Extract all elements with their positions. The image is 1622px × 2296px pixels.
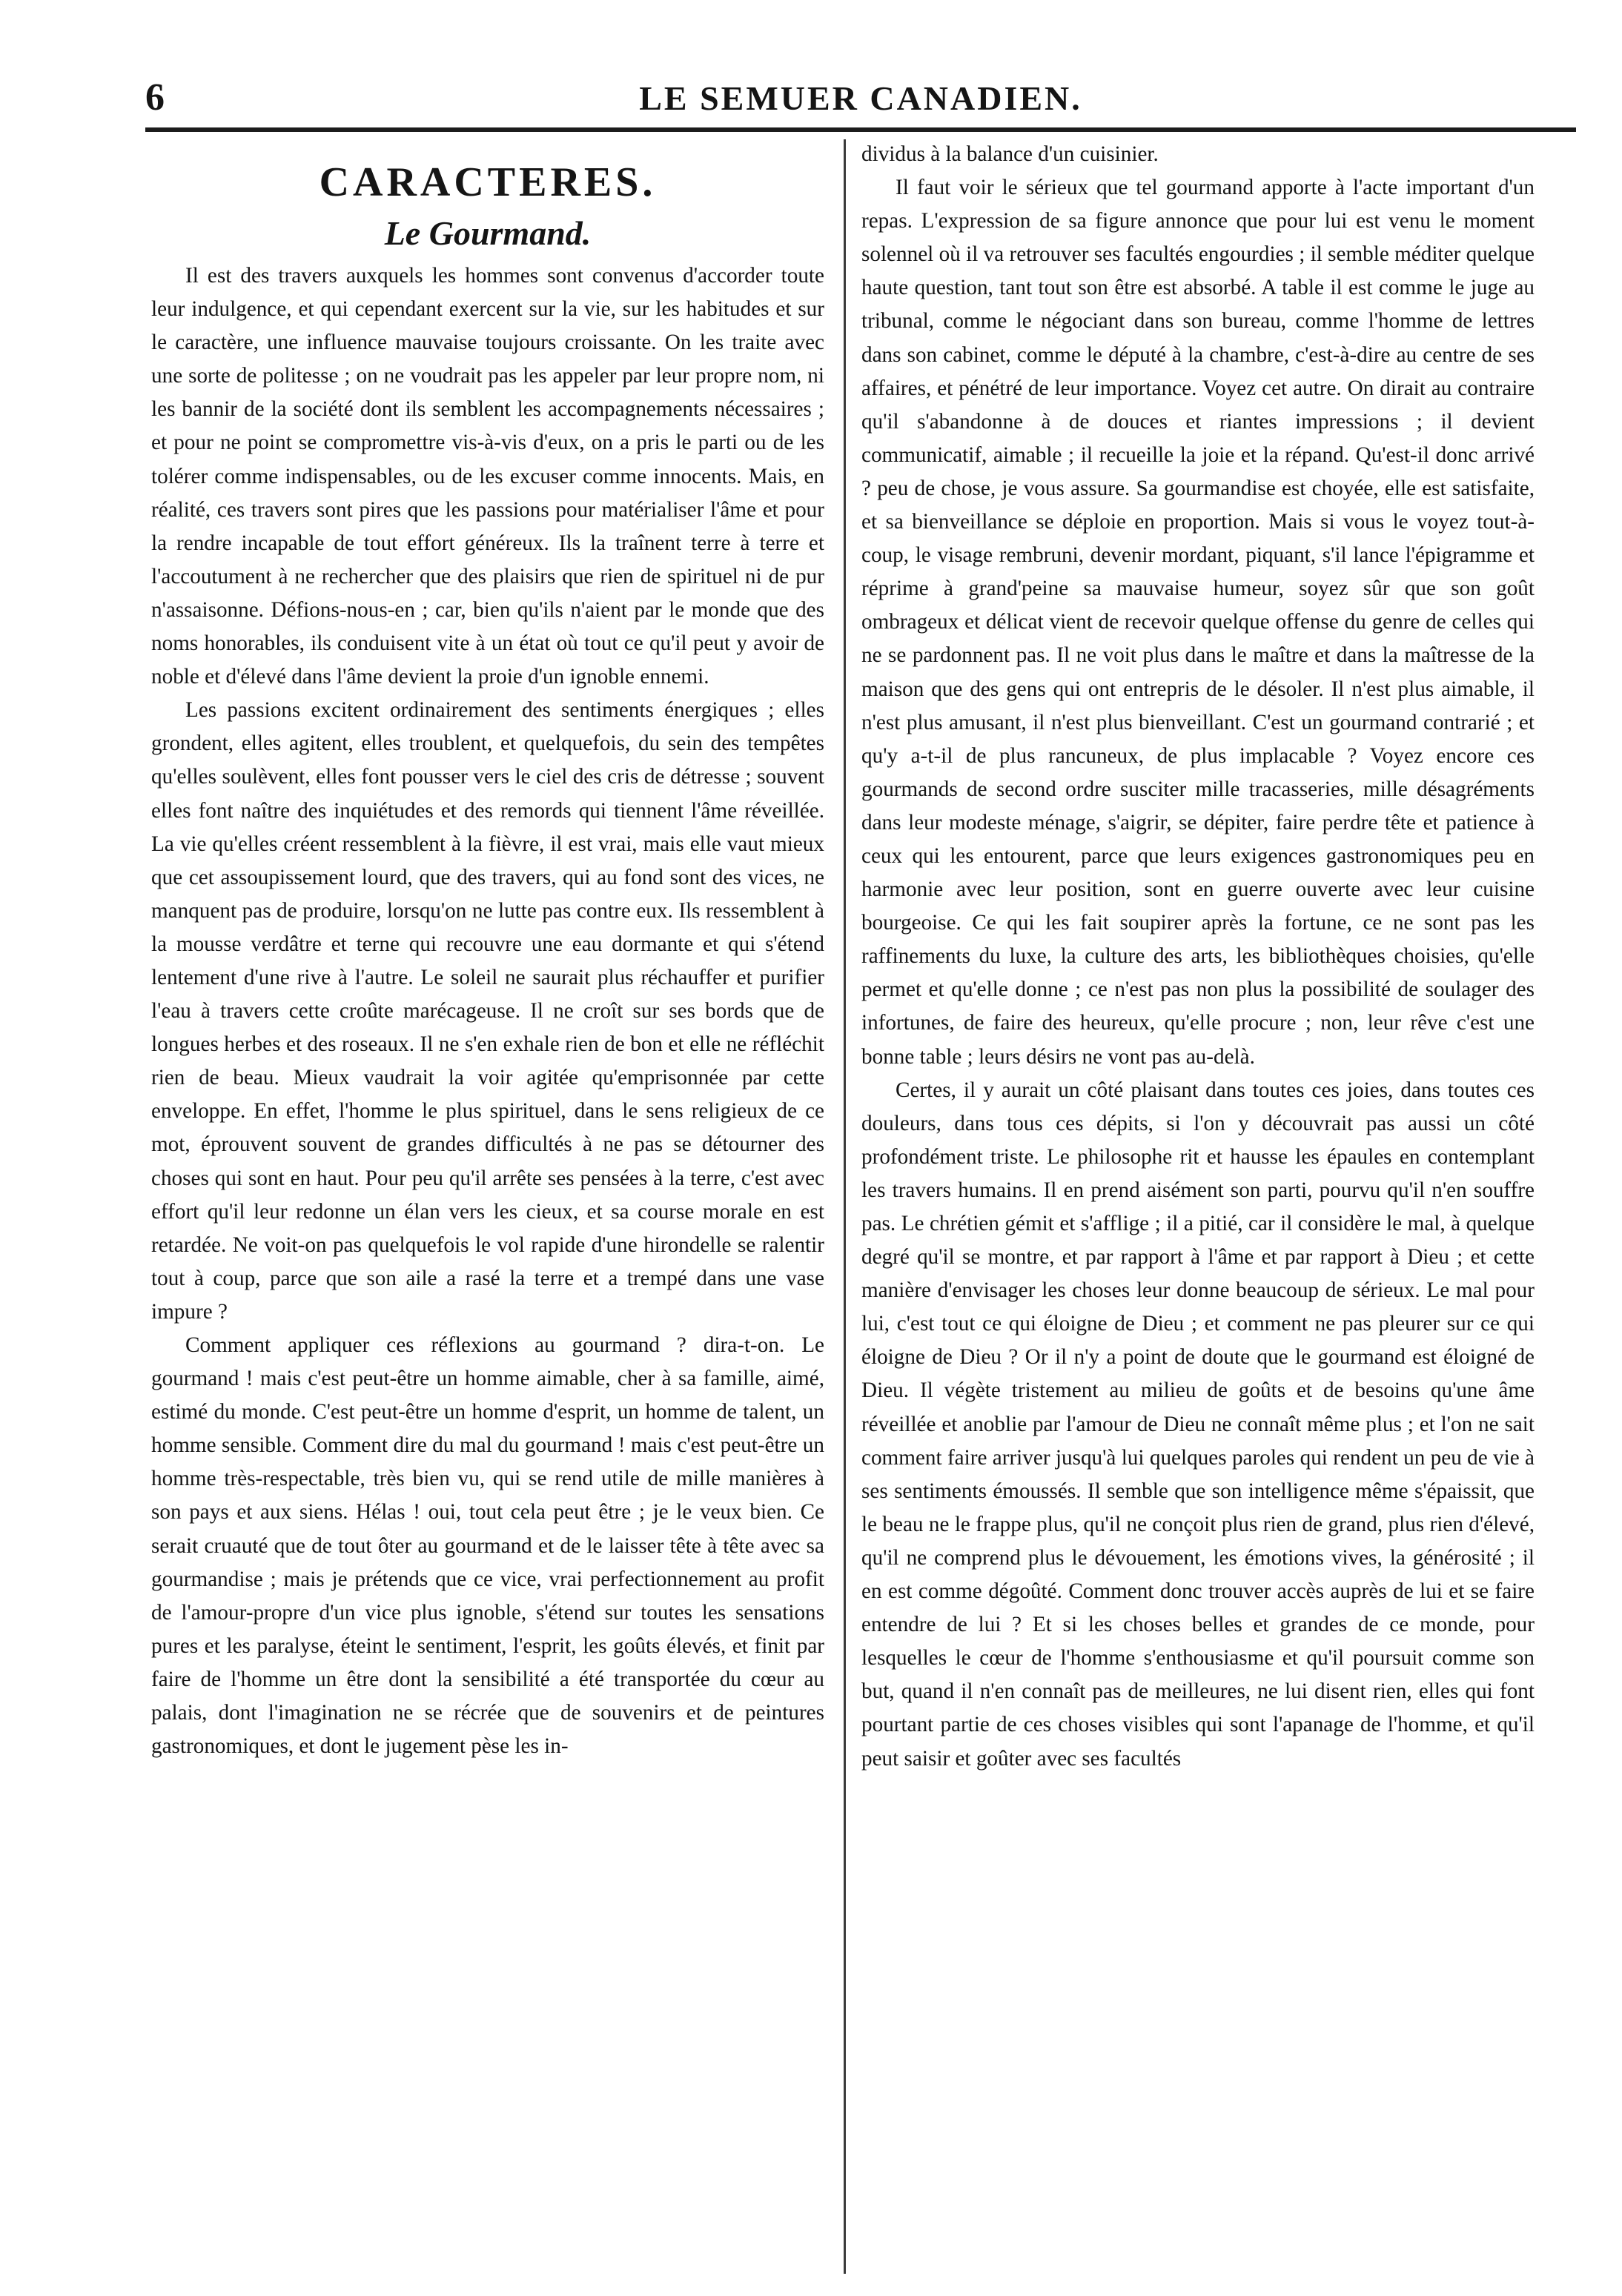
paragraph: Certes, il y aurait un côté plaisant dans toutes ces joies, dans toutes ces douleurs, dans tous ces dépits, si l'on y découvrait pas aussi un côté profondément triste. Le philosophe rit et hausse les épaules en contemplant les travers humains. Il en prend aisément son parti, pourvu qu'il n'en souffre pas. Le chrétien gémit et s'afflige ; il a pitié, car il considère le mal, à quelque degré qu'il se montre, et par rapport à l'âme et par rapport à Dieu ; et cette manière d'envisager les choses leur donne beaucoup de sérieux. Le mal pour lui, c'est tout ce qui éloigne de Dieu ; et comment ne pas pleurer sur ce qui éloigne de Dieu ? Or il n'y a point de doute que le gourmand est éloigné de Dieu. Il végète tristement au milieu de goûts et de besoins qu'une âme réveillée et anoblie par l'amour de Dieu ne connaît même plus ; et l'on ne sait comment faire arriver jusqu'à lui quelques paroles qui rendent un peu de vie à ses sentiments émoussés. Il semble que son intelligence même s'épaissit, que le beau ne le frappe plus, qu'il ne conçoit plus rien de grand, plus rien d'élevé, qu'il ne comprend plus le dévouement, les émotions vives, la générosité ; il en est comme dégoûté. Comment donc trouver accès auprès de lui et se faire entendre de lui ? Et si les choses belles et grandes de ce monde, pour lesquelles le cœur de l'homme s'enthousiasme et qu'il poursuit comme son but, quand il n'en connaît pas de meilleures, ne lui disent rien, elles qui font pourtant partie de ces choses visibles qui sont l'apanage de l'homme, et qu'il peut saisir et goûter avec ses facultés	[861, 1078, 1535, 1771]
page-number: 6	[145, 76, 165, 119]
article-subtitle: Le Gourmand.	[384, 214, 592, 252]
paragraph-continuation: dividus à la balance d'un cuisinier.	[861, 142, 1159, 166]
newspaper-title: LE SEMUER CANADIEN.	[639, 79, 1082, 117]
column-divider	[844, 139, 846, 2274]
page-header	[145, 74, 1576, 126]
paragraph: Il faut voir le sérieux que tel gourmand apporte à l'acte important d'un repas. L'expression de sa figure annonce que pour lui est venu le moment solennel où il va retrouver ses facultés engourdies ; il semble méditer quelque haute question, tant tout son être est absorbé. A table il est comme le juge au tribunal, comme le négociant dans son bureau, comme l'homme de lettres dans son cabinet, comme le député à la chambre, c'est-à-dire au centre de ses affaires, et pénétré de leur importance. Voyez cet autre. On dirait au contraire qu'il s'abandonne à de douces et riantes impressions ; il devient communicatif, aimable ; il recueille la joie et la répand. Qu'est-il donc arrivé ? peu de chose, je vous assure. Sa gourmandise est choyée, elle est satisfaite, et sa bienveillance se déploie en proportion. Mais si vous le voyez tout-à-coup, le visage rembruni, devenir mordant, piquant, s'il lance l'épigramme et réprime à grand'peine sa mauvaise humeur, soyez sûr que son goût ombrageux et délicat vient de recevoir quelque offense du genre de celles qui ne se pardonnent pas. Il ne voit plus dans le maître et dans la maîtresse de la maison que des gens qui ont entrepris de le désoler. Il n'est plus aimable, il n'est plus amusant, il n'est plus bienveillant. C'est un gourmand contrarié ; et qu'y a-t-il de plus rancuneux, de plus implacable ? Voyez encore ces gourmands de second ordre susciter mille tracasseries, mille désagréments dans leur modeste ménage, s'aigrir, se dépiter, faire perdre tête et patience à ceux qui les entourent, parce que leurs exigences gastronomiques peu en harmonie avec leur position, sont en guerre ouverte avec leur cuisine bourgeoise. Ce qui les fait soupirer après la fortune, ce ne sont pas les raffinements du luxe, la culture des arts, les bibliothèques choisies, qu'elle permet et qu'elle donne ; ce n'est pas non plus la possibilité de soulager des infortunes, de faire des heureux, qu'elle procure ; non, leur rêve c'est une bonne table ; leurs désirs ne vont pas au-delà.	[861, 176, 1535, 1069]
paragraph: Comment appliquer ces réflexions au gourmand ? dira-t-on. Le gourmand ! mais c'est peut-être un homme aimable, cher à sa famille, aimé, estimé du monde. C'est peut-être un homme d'esprit, un homme de talent, un homme sensible. Comment dire du mal du gourmand ! mais c'est peut-être un homme très-respectable, très bien vu, qui se rend utile de mille manières à son pays et aux siens. Hélas ! oui, tout cela peut être ; je le veux bien. Ce serait cruauté que de tout ôter au gourmand et de le laisser tête à tête avec sa gourmandise ; mais je prétends que ce vice, vrai perfectionnement au profit de l'amour-propre d'un vice plus ignoble, s'étend sur toutes les sensations pures et les paralyse, éteint le sentiment, l'esprit, les goûts élevés, et finit par faire de l'homme un être dont la sensibilité a été transportée du cœur au palais, dont l'imagination ne se récrée que de souvenirs et de peintures gastronomiques, et dont le jugement pèse les in-	[151, 1333, 824, 1759]
section-title: CARACTERES.	[319, 159, 657, 205]
right-column	[861, 138, 1535, 2287]
paragraph: Les passions excitent ordinairement des sentiments énergiques ; elles grondent, elles agitent, elles troublent, et quelquefois, du sein des tempêtes qu'elles soulèvent, elles font pousser vers le ciel des cris de détresse ; souvent elles font naître des inquiétudes et des remords qui tiennent l'âme réveillée. La vie qu'elles créent ressemblent à la fièvre, il est vrai, mais elle vaut mieux que cet assoupissement lourd, que des travers, qui au fond sont des vices, ne manquent pas de produire, lorsqu'on ne lutte pas contre eux. Ils ressemblent à la mousse verdâtre et terne qui recouvre une eau dormante et qui s'étend lentement d'une rive à l'autre. Le soleil ne saurait plus réchauffer et purifier l'eau à travers cette croûte marécageuse. Il ne croît sur ses bords que de longues herbes et des roseaux. Il ne s'en exhale rien de bon et elle ne réfléchit rien de beau. Mieux vaudrait la voir agitée qu'emprisonnée par cette enveloppe. En effet, l'homme le plus spirituel, dans le sens religieux de ce mot, éprouvent souvent de grandes difficultés à ne pas se détourner des choses qui sont en haut. Pour peu qu'il arrête ses pensées à la terre, c'est avec effort qu'il leur redonne un élan vers les cieux, et sa course morale en est retardée. Ne voit-on pas quelquefois le vol rapide d'une hirondelle se ralentir tout à coup, parce que son aile a rasé la terre et a trempé dans une vase impure ?	[151, 698, 824, 1324]
header-rule	[145, 127, 1576, 132]
paragraph: Il est des travers auxquels les hommes sont convenus d'accorder toute leur indulgence, et qui cependant exercent sur la vie, sur les habitudes et sur le caractère, une influence mauvaise toujours croissante. On les traite avec une sorte de politesse ; on ne voudrait pas les appeler par leur propre nom, ni les bannir de la société dont ils semblent les accompagnements nécessaires ; et pour ne point se compromettre vis-à-vis d'eux, on a pris le parti ou de les tolérer comme indispensables, ou de les excuser comme innocents. Mais, en réalité, ces travers sont pires que les passions pour matérialiser l'âme et pour la rendre incapable de tout effort généreux. Ils la traînent terre à terre et l'accoutument à ne rechercher que des plaisirs que rien de spirituel ni de pur n'assaisonne. Défions-nous-en ; car, bien qu'ils n'aient par le monde que des noms honorables, ils conduisent vite à un état où tout ce qu'il peut y avoir de noble et d'élevé dans l'âme devient la proie d'un ignoble ennemi.	[151, 264, 824, 689]
left-column	[151, 138, 824, 2287]
